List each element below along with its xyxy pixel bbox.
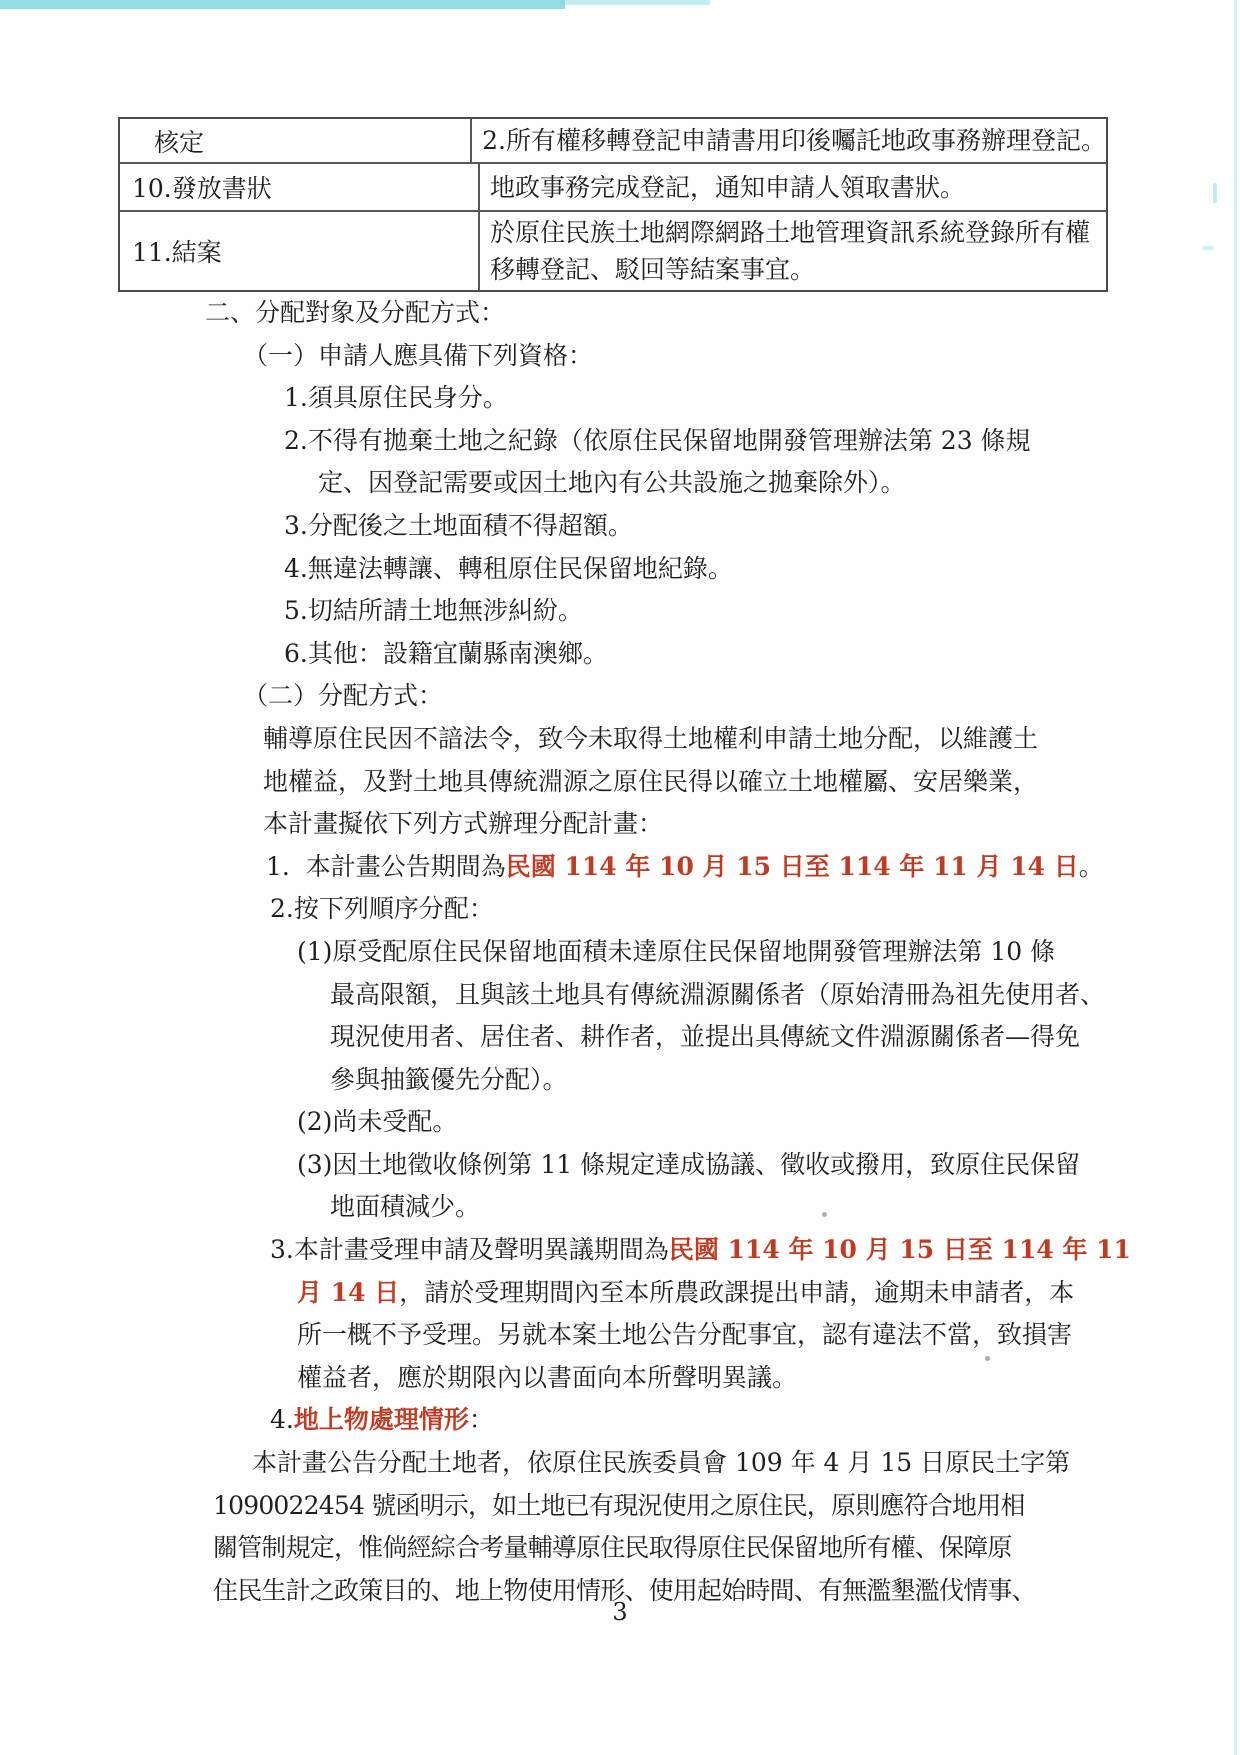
text-segment: (2)尚未受配。	[297, 1107, 458, 1137]
text-segment: 3.本計畫受理申請及聲明異議期間為	[270, 1235, 669, 1265]
document-line	[0, 803, 1240, 846]
table-row	[120, 162, 1106, 210]
document-line	[0, 888, 1240, 931]
table-description-line: 於原住民族土地網際網路土地管理資訊系統登錄所有權	[490, 218, 1091, 247]
text-segment: 1090022454 號函明示，如土地已有現況使用之原住民，原則應符合地用相	[213, 1490, 1025, 1520]
page-number: 3	[612, 1598, 628, 1626]
document-line	[0, 718, 1240, 761]
document-line	[0, 1399, 1240, 1442]
document-line	[0, 1314, 1240, 1357]
text-segment: 輔導原住民因不諳法令，致今未取得土地權利申請土地分配，以維護土	[263, 723, 1039, 753]
document-line	[0, 1229, 1240, 1272]
table-step-label: 11.結案	[120, 212, 480, 290]
text-segment: 參與抽籤優先分配）。	[330, 1064, 568, 1094]
document-line	[0, 1186, 1240, 1229]
document-line	[0, 1101, 1240, 1144]
document-line	[0, 420, 1240, 463]
text-segment: 。	[1078, 851, 1104, 881]
table-step-description	[472, 119, 1106, 162]
text-segment: (3)因土地徵收條例第 11 條規定達成協議、徵收或撥用，致原住民保留	[297, 1149, 1081, 1179]
text-segment: 地權益，及對土地具傳統淵源之原住民得以確立土地權屬、安居樂業，	[263, 766, 1039, 796]
text-segment: (1)原受配原住民保留地面積未達原住民保留地開發管理辦法第 10 條	[297, 936, 1056, 966]
scan-artifact-top-strip	[0, 0, 565, 9]
document-line	[0, 1442, 1240, 1485]
document-line	[0, 505, 1240, 548]
document-line	[0, 974, 1240, 1017]
text-segment: 6.其他：設籍宜蘭縣南澳鄉。	[284, 638, 608, 668]
text-segment: 現況使用者、居住者、耕作者，並提出具傳統文件淵源關係者—得免	[330, 1022, 1081, 1052]
scan-artifact-top-strip-faint	[560, 0, 710, 5]
procedure-table	[118, 117, 1108, 292]
highlighted-date-text: 地上物處理情形	[293, 1405, 469, 1435]
text-segment: 1.須具原住民身分。	[284, 383, 508, 413]
table-row	[120, 119, 1106, 162]
highlighted-date-text: 民國 114 年 10 月 15 日至 114 年 11	[668, 1235, 1131, 1265]
text-segment: 最高限額，且與該土地具有傳統淵源關係者（原始清冊為祖先使用者、	[330, 979, 1106, 1009]
highlighted-date-text: 月 14 日	[297, 1277, 400, 1307]
scan-artifact-dash	[1213, 183, 1217, 203]
text-segment: 3.分配後之土地面積不得超額。	[284, 510, 633, 540]
document-line	[0, 335, 1240, 378]
document-line	[0, 846, 1240, 889]
text-segment: 1. 本計畫公告期間為	[266, 851, 506, 881]
text-segment: 權益者，應於期限內以書面向本所聲明異議。	[297, 1362, 798, 1392]
page-footer	[0, 1598, 1240, 1626]
document-body	[0, 292, 1240, 1612]
text-segment: 定、因登記需要或因土地內有公共設施之拋棄除外）。	[318, 468, 906, 498]
text-segment: 2.不得有拋棄土地之紀錄（依原住民保留地開發管理辦法第 23 條規	[284, 425, 1031, 455]
table-description-line: 2.所有權移轉登記申請書用印後囑託地政事務辦理登記。	[482, 126, 1106, 155]
document-line	[0, 377, 1240, 420]
table-row	[120, 210, 1106, 290]
table-step-description	[480, 212, 1106, 290]
text-segment: 地面積減少。	[330, 1192, 481, 1222]
table-step-label: 10.發放書狀	[120, 164, 480, 210]
text-segment: 所一概不予受理。另就本案土地公告分配事宜，認有違法不當，致損害	[297, 1320, 1073, 1350]
text-segment: 關管制規定，惟倘經綜合考量輔導原住民取得原住民保留地所有權、保障原	[213, 1533, 1012, 1563]
document-line	[0, 633, 1240, 676]
table-description-line: 移轉登記、駁回等結案事宜。	[490, 255, 816, 284]
text-segment: 4.	[270, 1405, 294, 1435]
document-line	[0, 1144, 1240, 1187]
document-line	[0, 1016, 1240, 1059]
text-segment: 本計畫擬依下列方式辦理分配計畫：	[263, 809, 664, 839]
document-line	[0, 1527, 1240, 1570]
document-line	[0, 1357, 1240, 1400]
table-description-line: 地政事務完成登記，通知申請人領取書狀。	[490, 172, 966, 202]
document-line	[0, 548, 1240, 591]
text-segment: 二、分配對象及分配方式：	[205, 298, 506, 327]
document-line	[0, 761, 1240, 804]
highlighted-date-text: 民國 114 年 10 月 15 日至 114 年 11 月 14 日	[505, 851, 1079, 881]
table-step-description	[480, 164, 1106, 210]
text-segment: 本計畫公告分配土地者，依原住民族委員會 109 年 4 月 15 日原民土字第	[252, 1448, 1071, 1478]
document-line	[0, 675, 1240, 718]
document-line	[0, 931, 1240, 974]
text-segment: ，請於受理期間內至本所農政課提出申請，逾期未申請者，本	[399, 1277, 1075, 1307]
table-step-label: 核定	[120, 119, 472, 162]
text-segment: 2.按下列順序分配：	[270, 894, 494, 924]
text-segment: ：	[468, 1405, 494, 1435]
procedure-table-body	[120, 119, 1106, 290]
text-segment: 4.無違法轉讓、轉租原住民保留地紀錄。	[284, 553, 733, 583]
document-line	[0, 1485, 1240, 1528]
scan-artifact-dash	[1203, 246, 1213, 250]
text-segment: （二）分配方式：	[243, 681, 444, 711]
document-line	[0, 292, 1240, 335]
text-segment: （一）申請人應具備下列資格：	[243, 340, 594, 370]
document-line	[0, 1059, 1240, 1102]
document-line	[0, 590, 1240, 633]
text-segment: 住民生計之政策目的、地上物使用情形、使用起始時間、有無濫墾濫伐情事、	[213, 1575, 1036, 1605]
text-segment: 5.切結所請土地無涉糾紛。	[284, 596, 583, 626]
document-line	[0, 1272, 1240, 1315]
document-line	[0, 462, 1240, 505]
